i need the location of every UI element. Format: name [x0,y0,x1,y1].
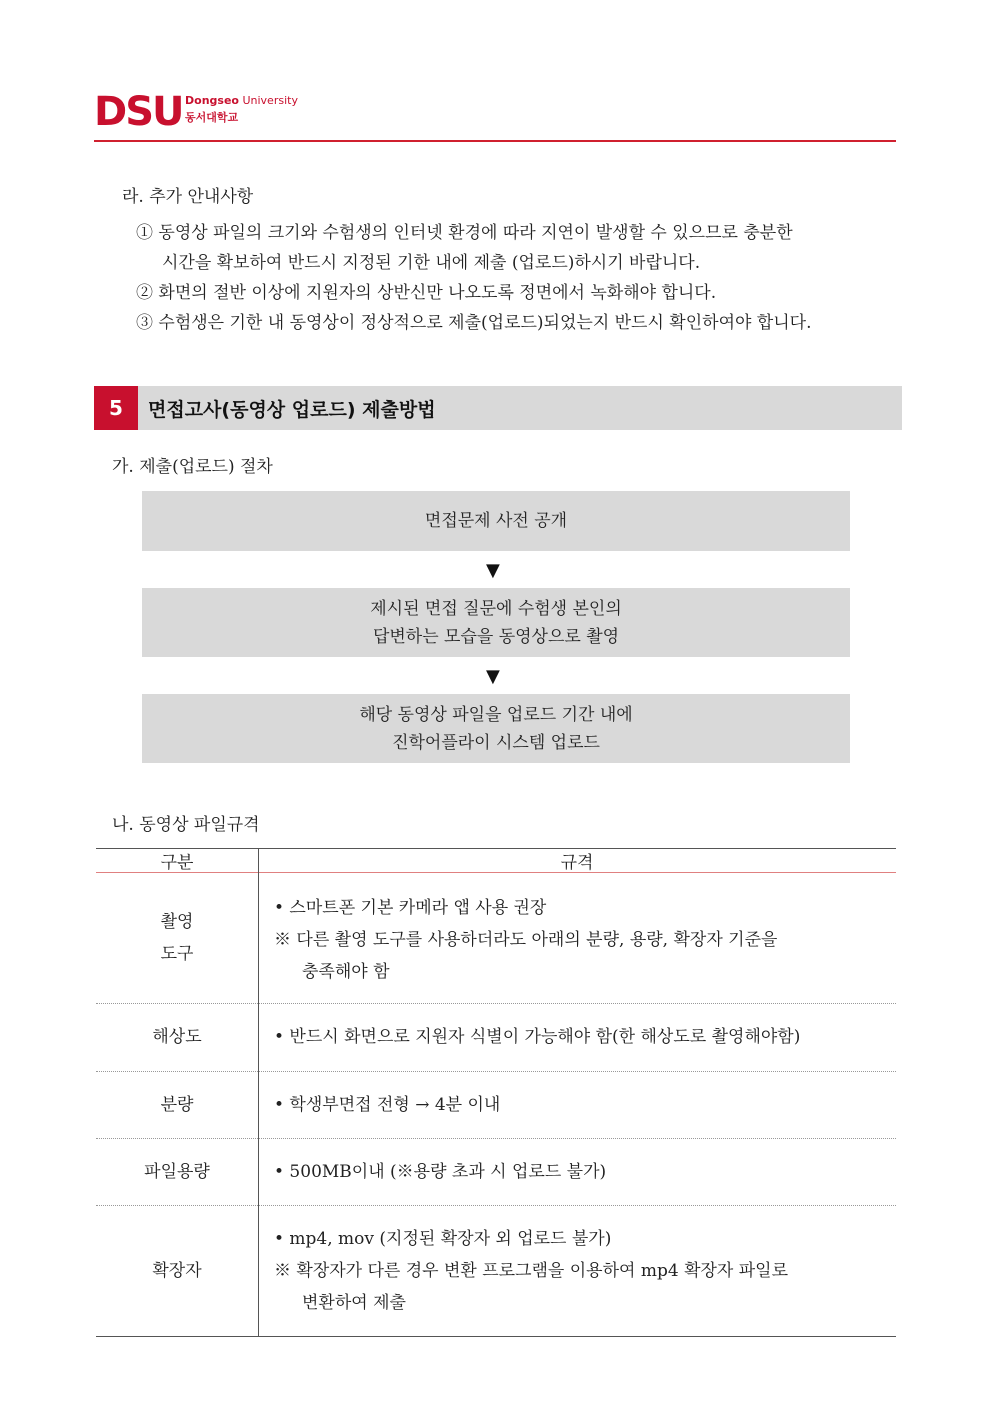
logo-english-name: Dongseo University [185,94,298,107]
logo-korean-name: 동서대학교 [185,111,239,124]
procedure-heading: 가. 제출(업로드) 절차 [112,457,273,477]
category-text: 확장자 [152,1261,202,1281]
category-text: 파일용량 [144,1162,210,1182]
table-row-spec [274,1089,500,1121]
procedure-step-2-line-2: 답변하는 모습을 동영상으로 촬영 [372,626,620,647]
additional-info-item-1-line-1: ① 동영상 파일의 크기와 수험생의 인터넷 환경에 따라 지연이 발생할 수 있으므로 충분한 [136,223,793,243]
procedure-step-1 [142,491,850,551]
procedure-step-1-text: 면접문제 사전 공개 [424,511,568,531]
category-text: 분량 [160,1095,194,1115]
spec-line-1: • mp4, mov (지정된 확장자 외 업로드 불가) [274,1229,612,1249]
column-header-category: 구분 [160,852,194,873]
spec-line-3: 변환하여 제출 [302,1293,406,1313]
spec-line-1: • 반드시 화면으로 지원자 식별이 가능해야 함(한 해상도로 촬영해야함) [274,1027,801,1047]
header-rule [94,140,896,142]
spec-table-heading: 나. 동영상 파일규격 [112,815,260,835]
table-bottom-border [96,1336,896,1337]
section-number: 5 [94,386,138,430]
table-row-category [96,1139,258,1205]
procedure-step-3-line-1: 해당 동영상 파일을 업로드 기간 내에 [359,704,633,725]
additional-info-item-2: ② 화면의 절반 이상에 지원자의 상반신만 나오도록 정면에서 녹화해야 합니다. [136,283,717,303]
table-row-category [96,1206,258,1336]
procedure-step-2-line-1: 제시된 면접 질문에 수험생 본인의 [370,598,622,619]
table-row-spec [274,1021,800,1053]
column-header-spec: 규격 [560,852,594,873]
table-row-spec [274,892,777,988]
table-row-spec [274,1223,788,1319]
category-line-1: 촬영 [160,912,194,932]
table-column-divider [258,848,259,1337]
section-5-header [94,386,902,430]
additional-info-item-3: ③ 수험생은 기한 내 동영상이 정상적으로 제출(업로드)되었는지 반드시 확인하여야 합니다. [136,313,812,333]
procedure-step-3 [142,694,850,763]
spec-line-1: • 500MB이내 (※용량 초과 시 업로드 불가) [274,1162,607,1182]
spec-line-3: 충족해야 함 [302,962,390,982]
procedure-step-3-line-2: 진학어플라이 시스템 업로드 [392,732,600,753]
spec-line-2: ※ 다른 촬영 도구를 사용하더라도 아래의 분량, 용량, 확장자 기준을 [274,930,778,950]
down-arrow-icon: ▼ [486,560,500,581]
down-arrow-icon: ▼ [486,666,500,687]
logo-dsu-text: DSU [94,89,183,135]
category-text: 해상도 [152,1027,202,1047]
additional-info-heading: 라. 추가 안내사항 [122,187,254,207]
spec-line-1: • 스마트폰 기본 카메라 앱 사용 권장 [274,898,547,918]
table-row-category [96,873,258,1003]
additional-info-item-1-line-2: 시간을 확보하여 반드시 지정된 기한 내에 제출 (업로드)하시기 바랍니다. [162,253,701,273]
table-row-category [96,1004,258,1070]
section-title: 면접고사(동영상 업로드) 제출방법 [148,398,436,421]
table-row-spec [274,1156,606,1188]
category-line-2: 도구 [160,944,194,964]
table-row-category [96,1072,258,1138]
spec-line-1: • 학생부면접 전형 → 4분 이내 [274,1095,501,1115]
procedure-step-2 [142,588,850,657]
spec-line-2: ※ 확장자가 다른 경우 변환 프로그램을 이용하여 mp4 확장자 파일로 [274,1261,789,1281]
